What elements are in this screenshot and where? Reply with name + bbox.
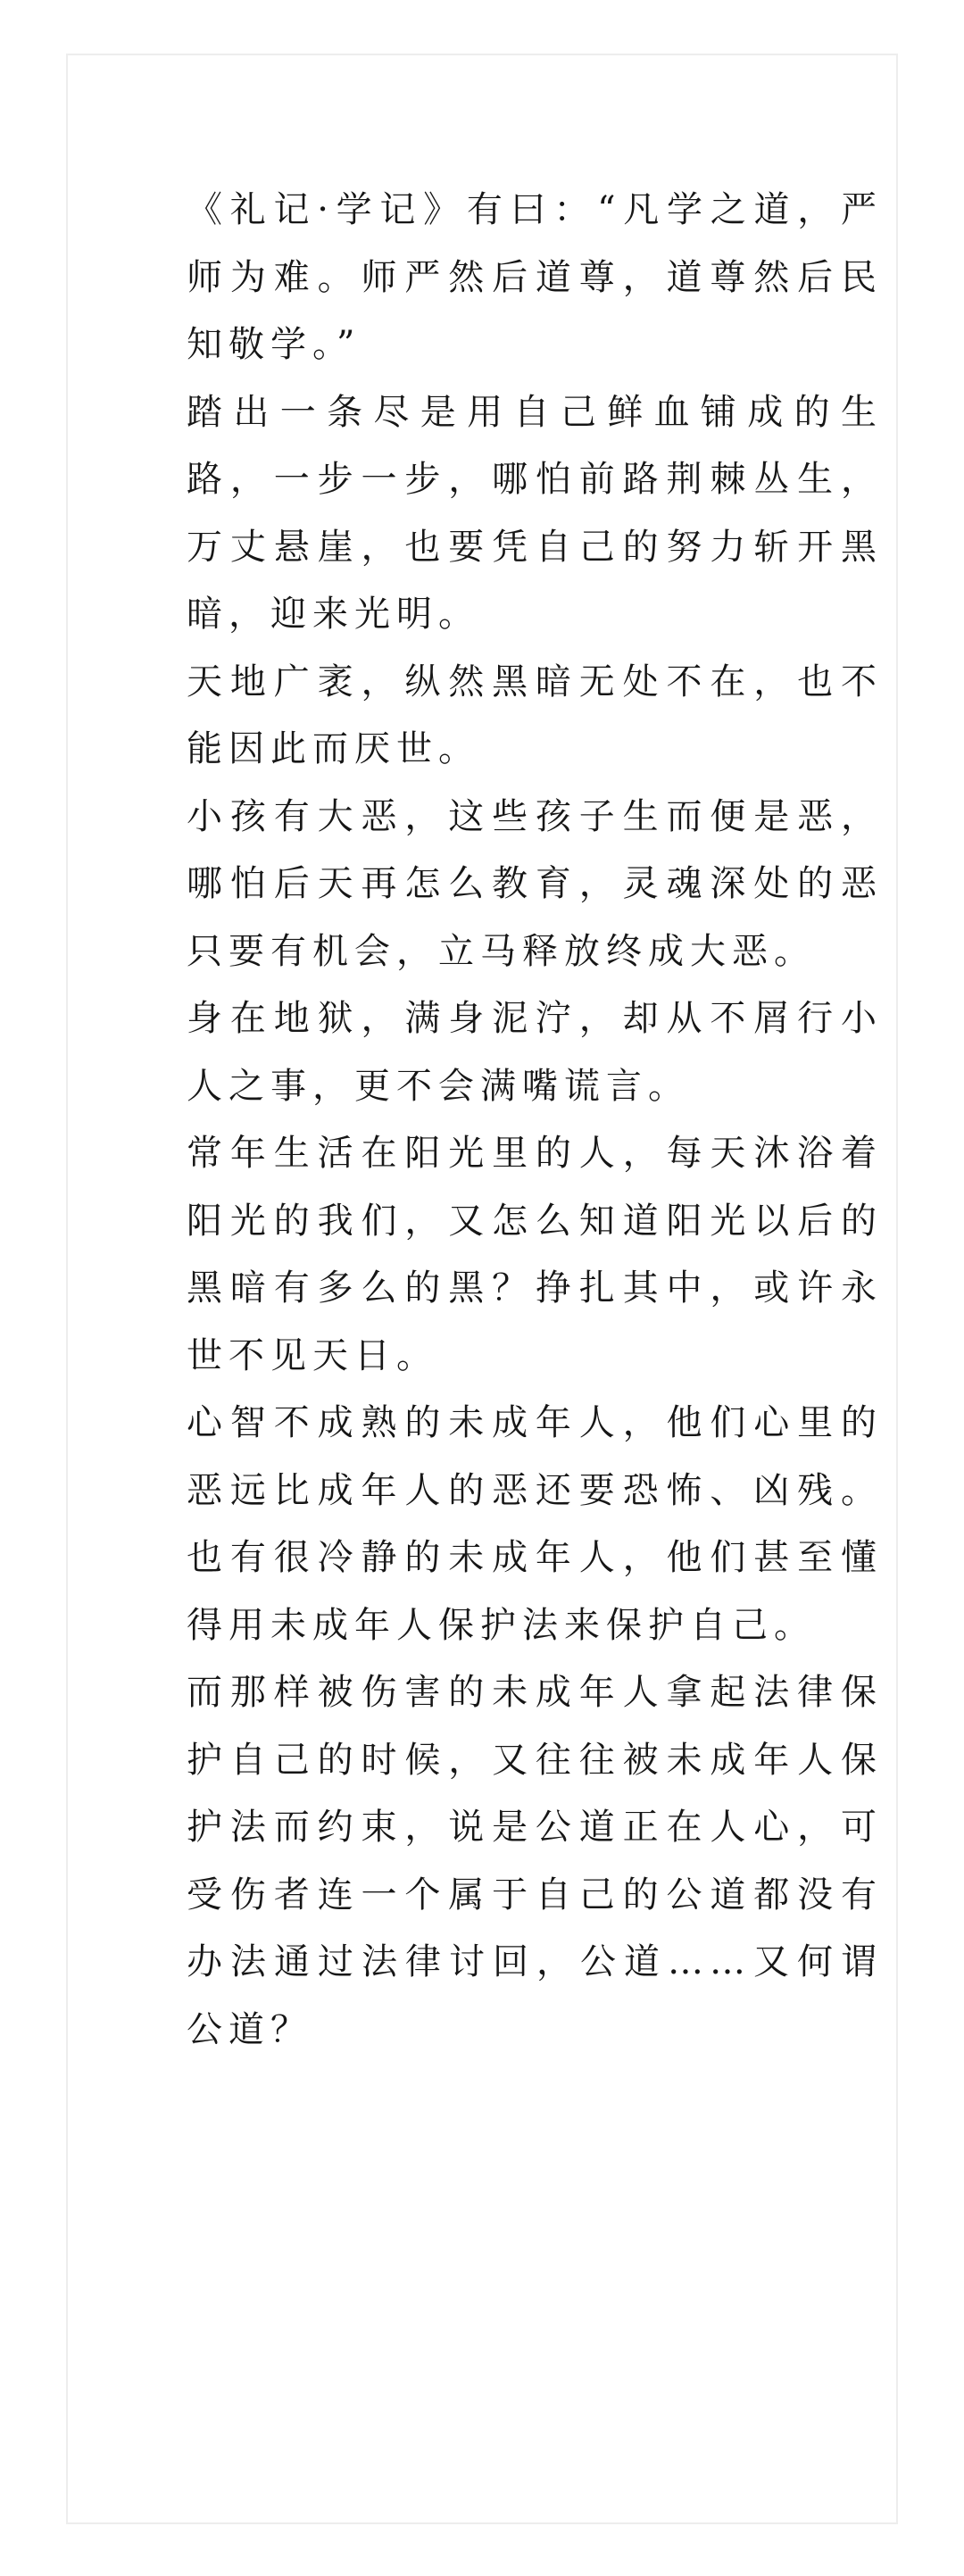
- paragraph-6: 常年生活在阳光里的人，每天沐浴着阳光的我们，又怎么知道阳光以后的黑暗有多么的黑？挣扎其中，或许永世不见天日。: [187, 1133, 883, 1376]
- paragraph-5: 身在地狱，满身泥泞，却从不屑行小人之事，更不会满嘴谎言。: [187, 998, 883, 1107]
- paragraph-1: 《礼记·学记》有曰：“凡学之道，严师为难。师严然后道尊，道尊然后民知敬学。”: [187, 189, 883, 365]
- paragraph-7: 心智不成熟的未成年人，他们心里的恶远比成年人的恶还要恐怖、凶残。也有很冷静的未成年人，他们甚至懂得用未成年人保护法来保护自己。: [187, 1402, 883, 1646]
- paragraph-3: 天地广袤，纵然黑暗无处不在，也不能因此而厌世。: [187, 661, 883, 769]
- document-card: [66, 54, 898, 2524]
- paragraph-4: 小孩有大恶，这些孩子生而便是恶，哪怕后天再怎么教育，灵魂深处的恶只要有机会，立马释放终成大恶。: [187, 795, 883, 972]
- document-body: [187, 177, 883, 2064]
- paragraph-2: 踏出一条尽是用自己鲜血铺成的生路，一步一步，哪怕前路荆棘丛生，万丈悬崖，也要凭自己的努力斩开黑暗，迎来光明。: [187, 391, 883, 635]
- paragraph-8: 而那样被伤害的未成年人拿起法律保护自己的时候，又往往被未成年人保护法而约束，说是公道正在人心，可受伤者连一个属于自己的公道都没有办法通过法律讨回，公道……又何谓公道？: [187, 1672, 883, 2050]
